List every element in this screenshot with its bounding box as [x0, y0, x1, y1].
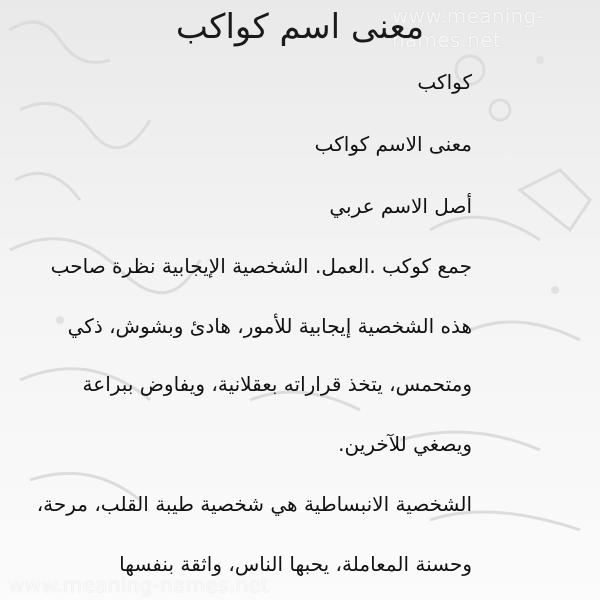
description-line-4: ويصغي للآخرين.	[338, 432, 472, 456]
watermark-top: www.meaning-names.net	[392, 4, 545, 52]
description-line-3: ومتحمس، يتخذ قراراته بعقلانية، ويفاوض ببراعة	[82, 372, 472, 396]
page-title: معنى اسم كواكب	[175, 7, 425, 47]
description-line-5: الشخصية الانبساطية هي شخصية طيبة القلب، مرحة،	[36, 492, 472, 516]
name-line: كواكب	[417, 70, 472, 94]
origin-line: أصل الاسم عربي	[329, 194, 472, 218]
meaning-heading: معنى الاسم كواكب	[314, 132, 472, 156]
description-line-2: هذه الشخصية إيجابية للأمور، هادئ وبشوش، ذكي	[67, 314, 472, 338]
description-line-1: جمع كوكب .العمل. الشخصية الإيجابية نظرة صاحب	[50, 254, 472, 278]
description-line-6: وحسنة المعاملة، يحبها الناس، واثقة بنفسها	[119, 552, 472, 576]
watermark-bottom: www.meaning-names.net	[8, 573, 270, 597]
